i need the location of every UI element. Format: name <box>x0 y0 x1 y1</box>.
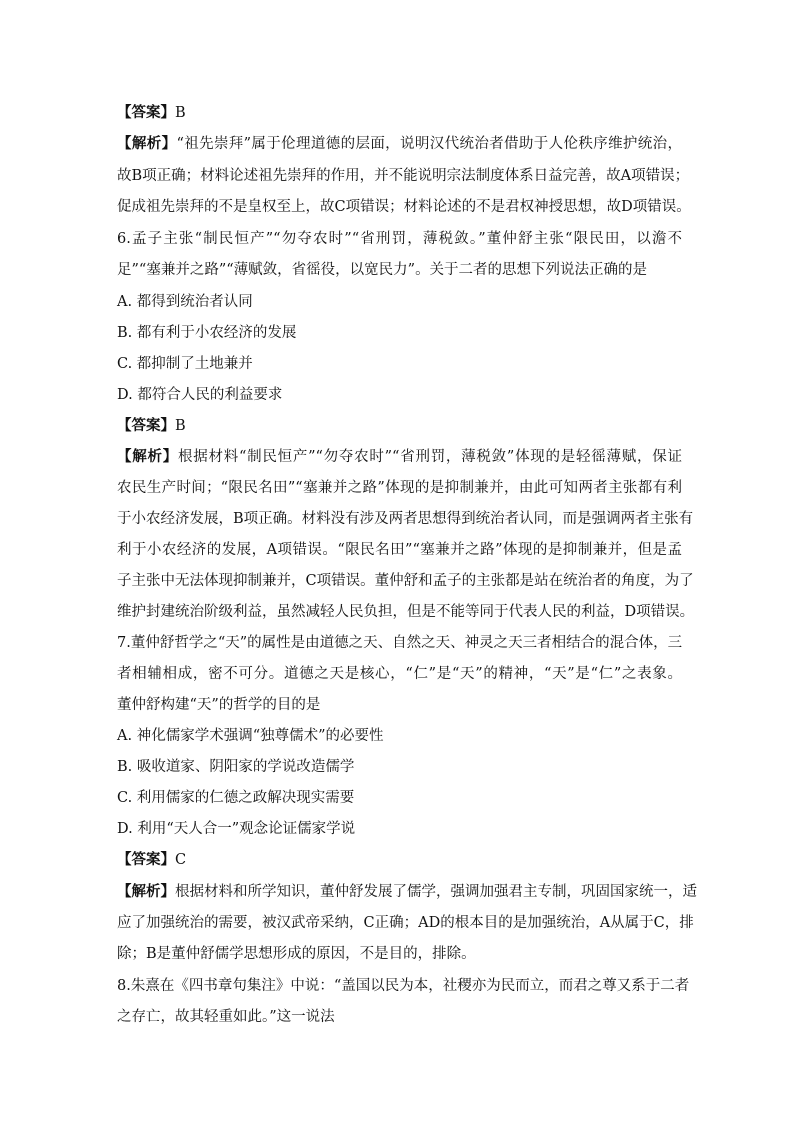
analysis-text: 根据材料“制民恒产”“勿夺农时”“省刑罚，薄税敛”体现的是轻徭薄赋，保证 <box>177 449 682 465</box>
analysis-text: 根据材料和所学知识，董仲舒发展了儒学，强调加强君主专制，巩固国家统一，适 <box>175 884 697 900</box>
q6-option-a: A. 都得到统治者认同 <box>117 294 253 310</box>
q7-analysis-line-1 <box>117 882 697 902</box>
q6-analysis-line-1 <box>117 447 682 467</box>
q5-analysis-line-2: 故B项正确；材料论述祖先崇拜的作用，并不能说明宗法制度体系日益完善，故A项错误； <box>117 168 690 184</box>
answer-value: B <box>175 105 186 121</box>
q6-analysis-line-3: 于小农经济发展，B项正确。材料没有涉及两者思想得到统治者认同，而是强调两者主张有 <box>117 511 694 527</box>
q6-stem-line-1: 6.孟子主张“制民恒产”“勿夺农时”“省刑罚，薄税敛。”董仲舒主张“限民田，以澹不 <box>117 231 682 247</box>
q6-option-b: B. 都有利于小农经济的发展 <box>117 325 297 341</box>
q6-analysis-line-4: 利于小农经济的发展，A项错误。“限民名田”“塞兼并之路”体现的是抑制兼并，但是孟 <box>117 542 682 558</box>
q7-answer <box>117 850 682 870</box>
q6-option-d: D. 都符合人民的利益要求 <box>117 387 283 403</box>
q5-answer <box>117 103 682 123</box>
q7-stem-line-3: 董仲舒构建“天”的哲学的目的是 <box>117 697 321 713</box>
q6-analysis-line-5: 子主张中无法体现抑制兼并，C项错误。董仲舒和孟子的主张都是站在统治者的角度，为了 <box>117 573 694 589</box>
q7-stem-line-1: 7.董仲舒哲学之“天”的属性是由道德之天、自然之天、神灵之天三者相结合的混合体，三 <box>117 635 683 651</box>
answer-value: C <box>175 852 187 868</box>
q6-analysis-line-2: 农民生产时间；“限民名田”“塞兼并之路”体现的是抑制兼并，由此可知两者主张都有利 <box>117 480 682 496</box>
analysis-tag: 【解析】 <box>117 883 175 900</box>
analysis-text: “祖先崇拜”属于伦理道德的层面，说明汉代统治者借助于人伦秩序维护统治， <box>176 136 683 152</box>
answer-tag: 【答案】 <box>117 417 175 434</box>
answer-tag: 【答案】 <box>117 104 175 121</box>
q6-stem-line-2: 足”“塞兼并之路”“薄赋敛，省徭役，以宽民力”。关于二者的思想下列说法正确的是 <box>117 262 648 278</box>
q5-analysis-line-1 <box>117 134 682 154</box>
q7-option-a: A. 神化儒家学术强调“独尊儒术”的必要性 <box>117 728 384 744</box>
q7-option-b: B. 吸收道家、阴阳家的学说改造儒学 <box>117 759 355 775</box>
q6-answer <box>117 416 682 436</box>
q8-stem-line-2: 之存亡，故其轻重如此。”这一说法 <box>117 1009 335 1025</box>
answer-value: B <box>175 418 186 434</box>
q6-option-c: C. 都抑制了土地兼并 <box>117 356 253 372</box>
q7-option-c: C. 利用儒家的仁德之政解决现实需要 <box>117 790 355 806</box>
q7-stem-line-2: 者相辅相成，密不可分。道德之天是核心，“仁”是“天”的精神，“天”是“仁”之表象。 <box>117 666 682 682</box>
q8-stem-line-1: 8.朱熹在《四书章句集注》中说：“盖国以民为本，社稷亦为民而立，而君之尊又系于二者 <box>117 978 690 994</box>
q6-analysis-line-6: 维护封建统治阶级利益，虽然减轻人民负担，但是不能等同于代表人民的利益，D项错误。 <box>117 604 695 620</box>
q7-analysis-line-2: 应了加强统治的需要，被汉武帝采纳，C正确；AD的根本目的是加强统治，A从属于C，排 <box>117 915 694 931</box>
q7-option-d: D. 利用“天人合一”观念论证儒家学说 <box>117 821 356 837</box>
q5-analysis-line-3: 促成祖先崇拜的不是皇权至上，故C项错误；材料论述的不是君权神授思想，故D项错误。 <box>117 199 691 215</box>
answer-tag: 【答案】 <box>117 851 175 868</box>
analysis-tag: 【解析】 <box>117 448 178 465</box>
analysis-tag: 【解析】 <box>117 135 177 152</box>
q7-analysis-line-3: 除；B是董仲舒儒学思想形成的原因，不是目的，排除。 <box>117 946 476 962</box>
